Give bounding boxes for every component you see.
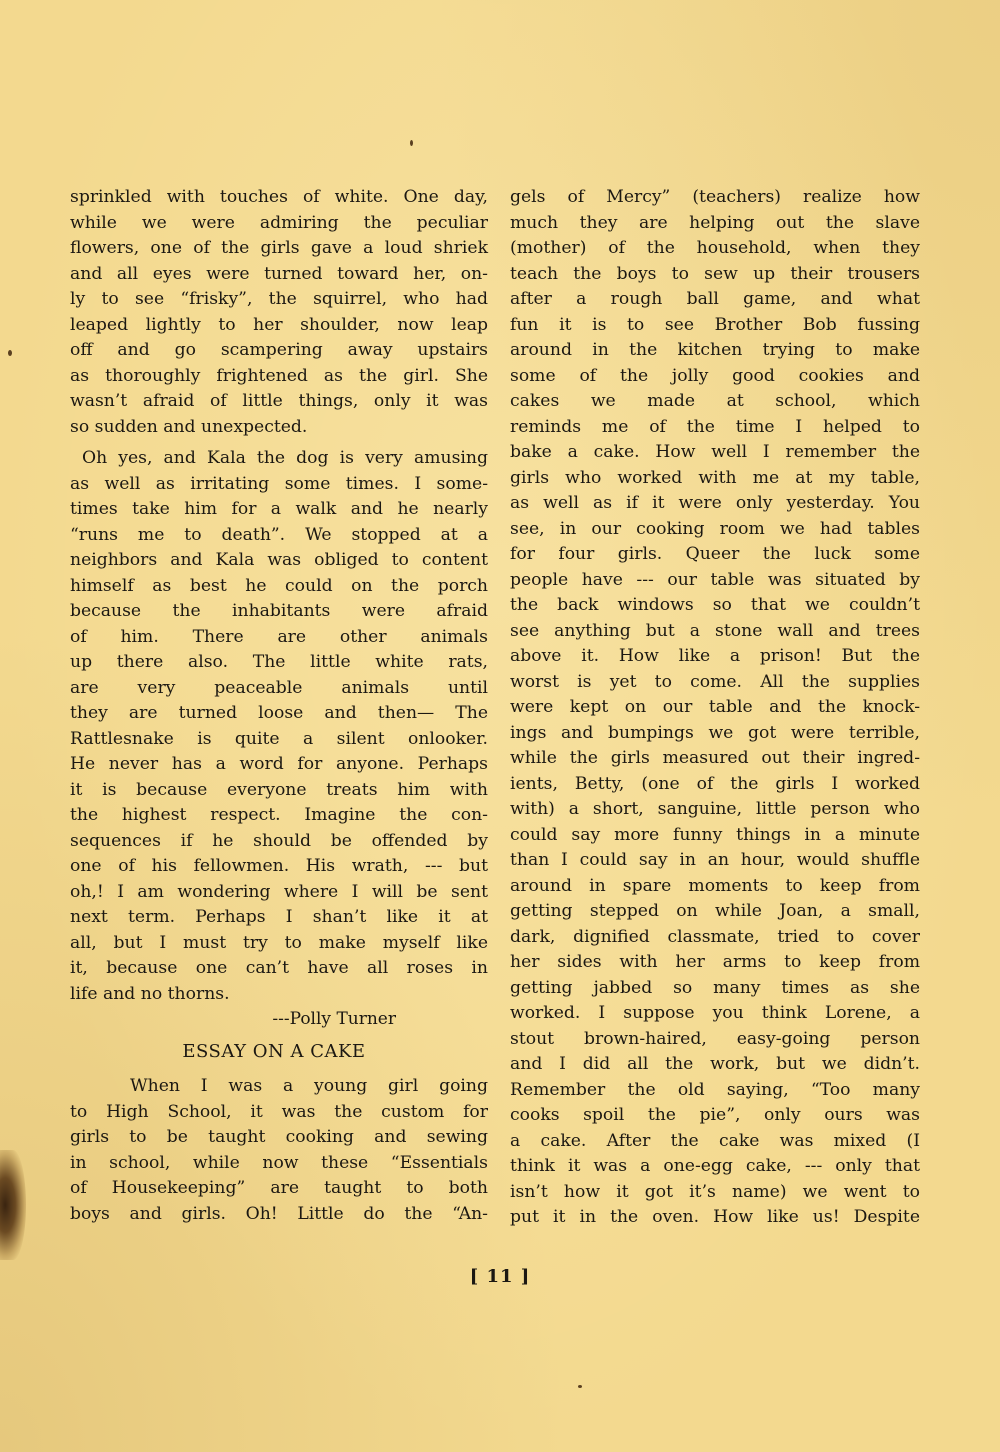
text-line: as well as irritating some times. I some- [70,473,488,494]
text-line: people have --- our table was situated by [510,569,920,590]
text-line: “runs me to death”. We stopped at a [70,524,488,545]
text-line: wasn’t afraid of little things, only it was [70,391,488,411]
text-line: up there also. The little white rats, [70,652,488,672]
text-line: He never has a word for anyone. Perhaps [70,754,488,774]
text-line: worst is yet to come. All the supplies [510,671,920,692]
text-line: girls who worked with me at my table, [510,467,920,488]
text-line: of Housekeeping” are taught to both [70,1178,488,1198]
text-line: bake a cake. How well I remember the [510,442,920,462]
text-line: while we were admiring the peculiar [70,212,488,233]
text-line: as well as if it were only yesterday. You [510,493,920,513]
text-line: after a rough ball game, and what [510,289,920,309]
text-line: worked. I suppose you think Lorene, a [510,1003,920,1023]
text-line: sequences if he should be offended by [70,830,488,851]
text-line: and all eyes were turned toward her, on- [70,263,488,284]
text-line: isn’t how it got it’s name) we went to [510,1181,920,1202]
text-line: in school, while now these “Essentials [70,1152,488,1173]
text-line: dark, dignified classmate, tried to cover [510,926,920,947]
text-line: because the inhabitants were afraid [70,601,488,621]
text-line: around in the kitchen trying to make [510,340,920,360]
text-line: were kept on our table and the knock- [510,697,920,717]
text-line: and I did all the work, but we didn’t. [510,1054,920,1074]
text-line: gels of Mercy” (teachers) realize how [510,187,920,207]
text-line: of him. There are other animals [70,626,488,647]
text-line: they are turned loose and then— The [70,703,488,723]
paper-speck [410,140,413,146]
text-line: see anything but a stone wall and trees [510,620,920,641]
text-line: flowers, one of the girls gave a loud shriek [70,238,488,258]
text-line: are very peaceable animals until [70,677,488,698]
text-line: so sudden and unexpected. [70,416,308,437]
text-line: around in spare moments to keep from [510,875,920,896]
text-line: much they are helping out the slave [510,212,920,233]
text-line: to High School, it was the custom for [70,1101,488,1122]
text-line: Oh yes, and Kala the dog is very amusing [82,448,488,468]
text-line: put it in the oven. How like us! Despite [510,1207,920,1227]
text-line: getting jabbed so many times as she [510,977,920,998]
burn-stain [0,1150,26,1260]
text-line: ly to see “frisky”, the squirrel, who had [70,289,488,309]
text-line: (mother) of the household, when they [510,238,920,258]
text-line: above it. How like a prison! But the [510,646,920,666]
text-line: ings and bumpings we got were terrible, [510,722,920,743]
text-line: sprinkled with touches of white. One day, [70,187,488,207]
text-line: When I was a young girl going [130,1076,488,1096]
text-line: fun it is to see Brother Bob fussing [510,314,920,335]
text-line: himself as best he could on the porch [70,575,488,596]
text-line: think it was a one-egg cake, --- only that [510,1156,920,1176]
text-line: with) a short, sanguine, little person who [510,799,920,819]
text-line: some of the jolly good cookies and [510,365,920,386]
paper-speck [578,1385,582,1388]
text-line: ients, Betty, (one of the girls I worked [510,773,920,794]
text-line: teach the boys to sew up their trousers [510,263,920,284]
text-line: oh,! I am wondering where I will be sent [70,881,488,902]
text-line: stout brown-haired, easy-going person [510,1028,920,1049]
text-line: off and go scampering away upstairs [70,340,488,360]
text-line: than I could say in an hour, would shuffle [510,850,920,870]
text-line: cakes we made at school, which [510,391,920,411]
text-line: Rattlesnake is quite a silent onlooker. [70,728,488,749]
text-line: could say more funny things in a minute [510,824,920,845]
text-line: life and no thorns. [70,983,230,1004]
text-line: while the girls measured out their ingred- [510,748,920,768]
text-line: see, in our cooking room we had tables [510,518,920,539]
text-line: getting stepped on while Joan, a small, [510,901,920,921]
text-line: boys and girls. Oh! Little do the “An- [70,1203,488,1224]
text-line: it, because one can’t have all roses in [70,958,488,978]
text-line: Remember the old saying, “Too many [510,1079,920,1100]
text-line: the back windows so that we couldn’t [510,595,920,615]
essay-title: ESSAY ON A CAKE [182,1041,366,1062]
text-line: for four girls. Queer the luck some [510,544,920,564]
text-line: girls to be taught cooking and sewing [70,1127,488,1147]
text-line: as thoroughly frightened as the girl. She [70,365,488,386]
text-line: her sides with her arms to keep from [510,952,920,972]
right-column [510,185,920,1231]
left-column [70,185,488,1227]
text-line: one of his fellowmen. His wrath, --- but [70,856,488,876]
text-line: it is because everyone treats him with [70,779,488,800]
paper-speck [8,350,12,356]
text-line: all, but I must try to make myself like [70,932,488,953]
text-line: a cake. After the cake was mixed (I [510,1130,920,1151]
text-line: reminds me of the time I helped to [510,416,920,437]
page-number: [ 11 ] [469,1266,531,1287]
text-line: neighbors and Kala was obliged to content [70,550,488,570]
text-line: times take him for a walk and he nearly [70,499,488,519]
text-line: next term. Perhaps I shan’t like it at [70,907,488,927]
text-line: the highest respect. Imagine the con- [70,805,488,825]
text-line: leaped lightly to her shoulder, now leap [70,314,488,335]
text-line: cooks spoil the pie”, only ours was [510,1105,920,1125]
author-signature: ---Polly Turner [272,1009,396,1029]
